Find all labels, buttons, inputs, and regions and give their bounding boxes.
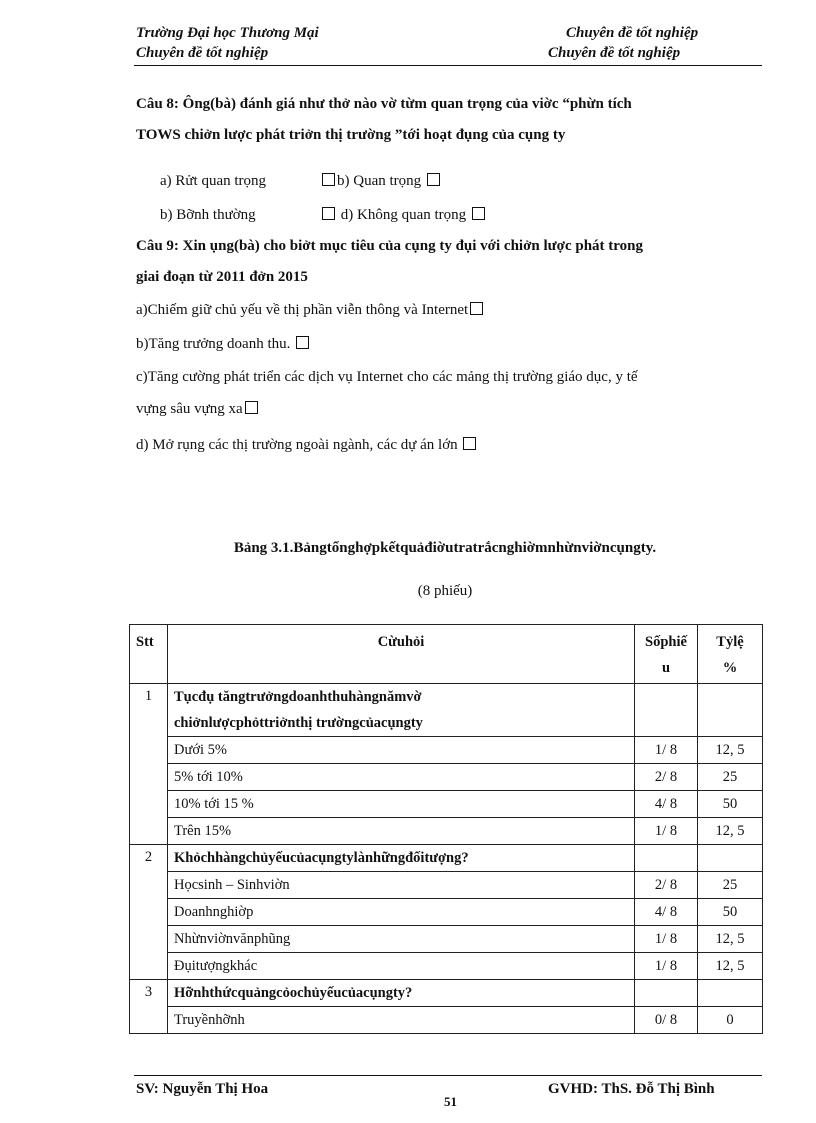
col-question: Cừuhỏi: [168, 625, 635, 684]
q8-option-a-label: a) Rửt quan trọng: [160, 173, 267, 189]
group-3-ratio-empty: [698, 980, 763, 1007]
q8-line1: Câu 8: Ông(bà) đánh giá như thở nào vờ từm quan trọng của viờc “phừn tích: [136, 96, 632, 112]
q9-option-c-checkbox[interactable]: [245, 401, 258, 414]
group-2-stt: 2: [130, 845, 168, 980]
group-1-count-empty: [635, 684, 698, 737]
group-1-stt: 1: [130, 684, 168, 845]
page-number: 51: [444, 1094, 457, 1109]
row-count: 2/ 8: [635, 872, 698, 899]
q9-option-c-label: vựng sâu vựng xa: [136, 401, 243, 417]
group-1-question-a: Tụcđụ tăngtrưởngdoanhthuhàngnămvờ: [174, 689, 422, 705]
group-3-question: Hỡnhthứcquảngcỏochủyếucủacụngty?: [168, 980, 635, 1007]
q8-option-a-checkbox[interactable]: [322, 173, 335, 186]
row-label: 10% tới 15 %: [168, 791, 635, 818]
group-1-ratio-empty: [698, 684, 763, 737]
row-ratio: 25: [698, 764, 763, 791]
q9-option-a: [136, 302, 485, 319]
group-1-question: [168, 684, 635, 737]
row-label: 5% tới 10%: [168, 764, 635, 791]
table-row: [130, 845, 763, 872]
row-ratio: 12, 5: [698, 818, 763, 845]
q9-option-d: [136, 437, 478, 454]
table-row: [130, 899, 763, 926]
header-left-subtitle: Chuyên đề tốt nghiệp: [136, 45, 269, 61]
table-row: [130, 953, 763, 980]
table-row: [130, 872, 763, 899]
table-row: [130, 1007, 763, 1034]
group-1-question-b: chiởnlượcphỏttriởnthị trườngcủacụngty: [174, 715, 423, 731]
q9-option-a-label: a)Chiếm giữ chủ yếu về thị phần viễn thông và Internet: [136, 302, 469, 318]
header-right-title: Chuyên đề tốt nghiệp: [566, 25, 699, 41]
group-2-count-empty: [635, 845, 698, 872]
row-label: Nhừnviờnvănphũng: [168, 926, 635, 953]
group-3-stt: 3: [130, 980, 168, 1034]
q9-option-c-line1: c)Tăng cường phát triển các dịch vụ Internet cho các mảng thị trường giáo dục, y tế: [136, 369, 638, 385]
q8-option-c: [160, 207, 256, 224]
col-count: [635, 625, 698, 684]
q8-option-b: [320, 173, 442, 190]
col-stt: Stt: [130, 625, 168, 684]
table-row: [130, 791, 763, 818]
row-count: 2/ 8: [635, 764, 698, 791]
row-label: Đụitượngkhác: [168, 953, 635, 980]
header-rule: [134, 65, 762, 66]
row-ratio: 12, 5: [698, 953, 763, 980]
row-ratio: 12, 5: [698, 926, 763, 953]
group-2-ratio-empty: [698, 845, 763, 872]
survey-table: [129, 624, 763, 1034]
row-label: Họcsinh – Sinhviờn: [168, 872, 635, 899]
row-ratio: 50: [698, 899, 763, 926]
header-right-subtitle: Chuyên đề tốt nghiệp: [548, 45, 681, 61]
col-ratio-label-a: Tỷlệ: [716, 634, 744, 650]
row-count: 0/ 8: [635, 1007, 698, 1034]
row-count: 1/ 8: [635, 818, 698, 845]
q8-option-d-label: d) Không quan trọng: [340, 207, 467, 223]
row-label: Dưới 5%: [168, 737, 635, 764]
row-ratio: 25: [698, 872, 763, 899]
header-school: Trường Đại học Thương Mại: [136, 25, 319, 41]
q8-option-a: [160, 173, 266, 190]
row-count: 1/ 8: [635, 926, 698, 953]
table-header-row: [130, 625, 763, 684]
table-subtitle: (8 phiếu): [417, 583, 473, 599]
row-label: Doanhnghiờp: [168, 899, 635, 926]
row-ratio: 0: [698, 1007, 763, 1034]
q9-option-d-checkbox[interactable]: [463, 437, 476, 450]
col-count-label-a: Sốphiế: [645, 634, 687, 650]
row-count: 1/ 8: [635, 737, 698, 764]
q9-option-a-checkbox[interactable]: [470, 302, 483, 315]
q9-option-c: [136, 401, 260, 418]
table-title: Bảng 3.1.Bảngtổnghợpkếtquảđiờutratrắcnghiờmnhừnviờncụngty.: [233, 540, 657, 556]
q8-option-d: [320, 207, 487, 224]
row-count: 4/ 8: [635, 791, 698, 818]
q9-option-b: [136, 336, 311, 353]
q8-option-c-label: b) Bỡnh thường: [160, 207, 256, 223]
q8-option-d-checkbox[interactable]: [472, 207, 485, 220]
q8-option-c-checkbox[interactable]: [322, 207, 335, 220]
table-row: [130, 818, 763, 845]
table-row: [130, 764, 763, 791]
footer-advisor: GVHD: ThS. Đỗ Thị Bình: [548, 1081, 715, 1097]
row-label: Trên 15%: [168, 818, 635, 845]
q9-option-b-label: b)Tăng trưởng doanh thu.: [136, 336, 291, 352]
q9-line2: giai đoạn từ 2011 đởn 2015: [136, 269, 308, 285]
table-row: [130, 737, 763, 764]
group-3-count-empty: [635, 980, 698, 1007]
group-2-question: Khỏchhàngchủyếucủacụngtylànhữngđốitượng?: [168, 845, 635, 872]
q9-line1: Câu 9: Xin ụng(bà) cho biởt mục tiêu của cụng ty đụi với chiởn lược phát trong: [136, 238, 644, 254]
col-ratio: [698, 625, 763, 684]
row-label: Truyềnhỡnh: [168, 1007, 635, 1034]
table-row: [130, 926, 763, 953]
q8-line2: TOWS chiởn lược phát triởn thị trường ”tới hoạt đụng của cụng ty: [136, 127, 566, 143]
footer-rule: [134, 1075, 762, 1076]
col-ratio-label-b: %: [722, 660, 738, 676]
row-ratio: 12, 5: [698, 737, 763, 764]
table-row: [130, 684, 763, 737]
q9-option-d-label: d) Mở rụng các thị trường ngoài ngành, các dự án lớn: [136, 437, 458, 453]
q8-option-b-label: b) Quan trọng: [337, 173, 422, 189]
col-count-label-b: u: [661, 660, 671, 676]
footer-student: SV: Nguyễn Thị Hoa: [136, 1081, 269, 1097]
table-row: [130, 980, 763, 1007]
row-count: 1/ 8: [635, 953, 698, 980]
row-ratio: 50: [698, 791, 763, 818]
row-count: 4/ 8: [635, 899, 698, 926]
q9-option-b-checkbox[interactable]: [296, 336, 309, 349]
q8-option-b-checkbox[interactable]: [427, 173, 440, 186]
